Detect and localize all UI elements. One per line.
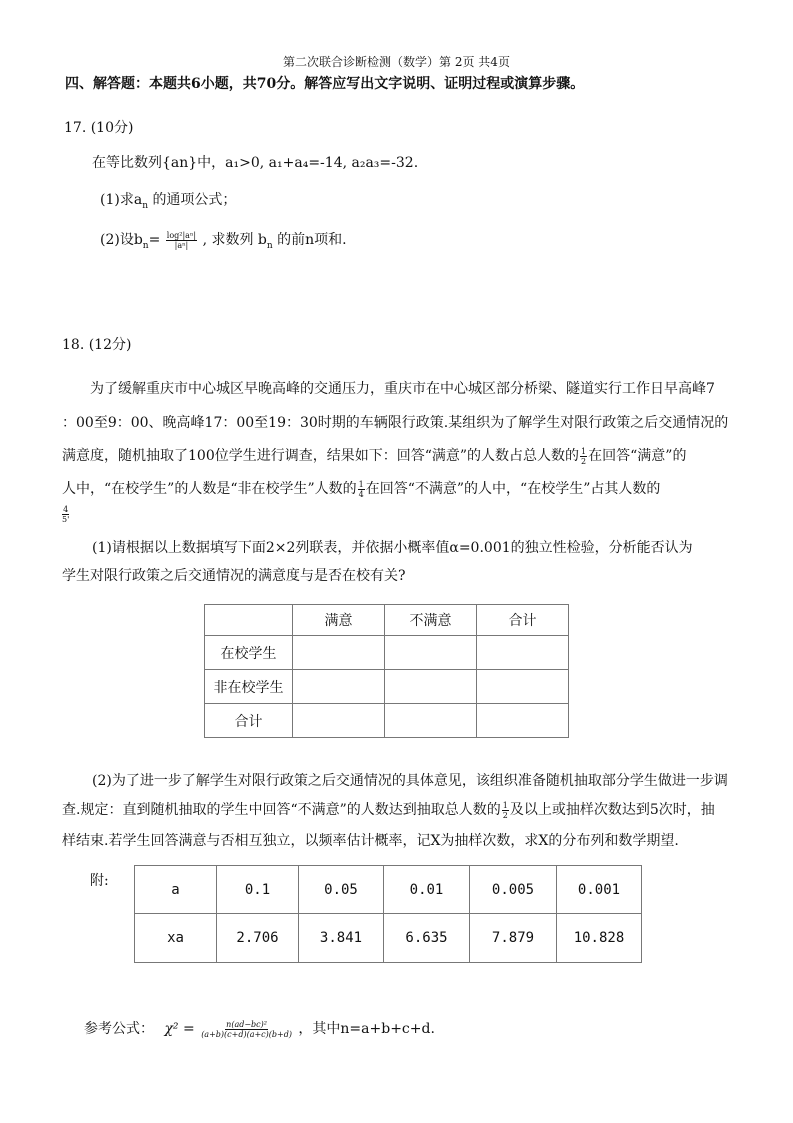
table-header-cell: 不满意 (385, 605, 477, 636)
q18-line4-fraction (358, 480, 365, 499)
q18-line5-fn: 4 (63, 505, 69, 514)
q18-line3-fraction (580, 447, 587, 466)
q18-part2-a: (2)为了进一步了解学生对限行政策之后交通情况的具体意见，该组织准备随机抽取部分学生做进一步调 (92, 773, 728, 789)
table-cell (293, 636, 385, 670)
table-cell (293, 704, 385, 738)
q18-line2: ：00至9：00、晚高峰17：00至19：30时期的车辆限行政策.某组织为了解学生对限行政策之后交通情况的 (62, 415, 729, 431)
q18-line4-fn: 1 (358, 479, 364, 489)
q18-line4-b: 在回答“不满意”的人中，“在校学生”占其人数的 (365, 481, 661, 497)
q17-stem: 在等比数列{an}中，a₁>0, a₁+a₄=-14, a₂a₃=-32. (92, 155, 419, 171)
q18-part2-b2: 及以上或抽样次数达到5次时，抽 (509, 802, 715, 818)
q18-line4-a: 人中，“在校学生”的人数是“非在校学生”人数的 (62, 481, 357, 497)
q17-part2-tail: , 求数列 b (202, 232, 267, 248)
q17-part2 (100, 229, 347, 251)
q18-part2-fd: 2 (502, 810, 508, 820)
ref-cell: 3.841 (299, 914, 384, 963)
q18-line3-fn: 1 (581, 446, 587, 456)
q18-line4 (62, 478, 660, 499)
q18-label: 18. (12分) (62, 337, 132, 353)
q18-line3-b: 在回答“满意”的 (588, 448, 687, 464)
formula-lhs: χ² = (164, 1021, 195, 1037)
q18-line3-fd: 2 (581, 456, 587, 466)
table-cell (293, 670, 385, 704)
q17-part2-tail-sub: n (266, 240, 273, 251)
ref-cell: 7.879 (470, 914, 557, 963)
q17-part2-text: (2)设b (100, 232, 143, 248)
q18-line3 (62, 445, 686, 466)
ref-cell: 0.1 (217, 866, 299, 914)
table-row-label: 合计 (205, 704, 293, 738)
formula-label: 参考公式： (84, 1021, 154, 1037)
formula-tail: ，其中n=a+b+c+d. (298, 1021, 435, 1037)
table-row-label: 非在校学生 (205, 670, 293, 704)
table-header-cell (205, 605, 293, 636)
q18-line1: 为了缓解重庆市中心城区早晚高峰的交通压力，重庆市在中心城区部分桥梁、隧道实行工作日早高峰7 (90, 381, 715, 397)
formula-fraction (200, 1020, 293, 1039)
q18-part2-b (62, 799, 715, 820)
q18-line5-fd: 5' (62, 515, 70, 524)
q18-line4-fd: 4 (358, 489, 364, 499)
ref-cell: xa (135, 914, 217, 963)
q17-label: 17. (10分) (64, 120, 134, 136)
q18-line5 (60, 505, 71, 524)
ref-cell: 0.001 (557, 866, 642, 914)
q18-part2-c: 样结束.若学生回答满意与否相互独立，以频率估计概率，记X为抽样次数，求X的分布列和数学期望. (62, 833, 679, 849)
q17-fraction-num: log²|aⁿ| (166, 230, 197, 240)
q17-part2-sub: n (142, 240, 149, 251)
table-cell (477, 704, 569, 738)
page-header: 第二次联合诊断检测（数学）第 2页 共4页 (283, 55, 510, 69)
q17-part2-eq: = (148, 232, 161, 248)
q17-fraction (166, 231, 197, 250)
q17-fraction-den: |aⁿ| (174, 240, 189, 250)
reference-table (134, 865, 642, 963)
ref-cell: a (135, 866, 217, 914)
contingency-table (204, 604, 569, 738)
ref-cell: 6.635 (384, 914, 470, 963)
ref-cell: 0.005 (470, 866, 557, 914)
ref-cell: 2.706 (217, 914, 299, 963)
table-cell (477, 636, 569, 670)
formula-den: (a+b)(c+d)(a+c)(b+d) (201, 1029, 292, 1039)
section-title: 四、解答题：本题共6小题，共70分。解答应写出文字说明、证明过程或演算步骤。 (65, 76, 585, 92)
ref-cell: 0.05 (299, 866, 384, 914)
table-cell (477, 670, 569, 704)
q18-part2-fraction (502, 801, 509, 820)
q18-part1-b: 学生对限行政策之后交通情况的满意度与是否在校有关? (62, 568, 406, 584)
q18-line5-fraction (61, 505, 70, 524)
table-cell (385, 704, 477, 738)
q18-part2-b1: 查.规定：直到随机抽取的学生中回答“不满意”的人数达到抽取总人数的 (62, 802, 501, 818)
q17-part1-text: (1)求a (100, 192, 143, 208)
table-cell (385, 670, 477, 704)
q17-part1 (100, 189, 236, 211)
ref-cell: 0.01 (384, 866, 470, 914)
table-header-cell: 满意 (293, 605, 385, 636)
q18-line3-a: 满意度，随机抽取了100位学生进行调查，结果如下：回答“满意”的人数占总人数的 (62, 448, 580, 464)
table-cell (385, 636, 477, 670)
appendix-label: 附: (90, 873, 109, 889)
formula-num: n(ad−bc)² (226, 1019, 267, 1029)
table-header-cell: 合计 (477, 605, 569, 636)
q18-part1-a: (1)请根据以上数据填写下面2×2列联表，并依据小概率值α=0.001的独立性检验，分析能否认为 (92, 540, 693, 556)
q17-part1-sub: n (142, 200, 148, 211)
q17-part2-end: 的前n项和. (277, 232, 347, 248)
q17-part1-tail: 的通项公式； (152, 192, 237, 208)
table-row-label: 在校学生 (205, 636, 293, 670)
q18-part2-fn: 1 (502, 800, 508, 810)
ref-cell: 10.828 (557, 914, 642, 963)
formula-line (84, 1018, 435, 1039)
